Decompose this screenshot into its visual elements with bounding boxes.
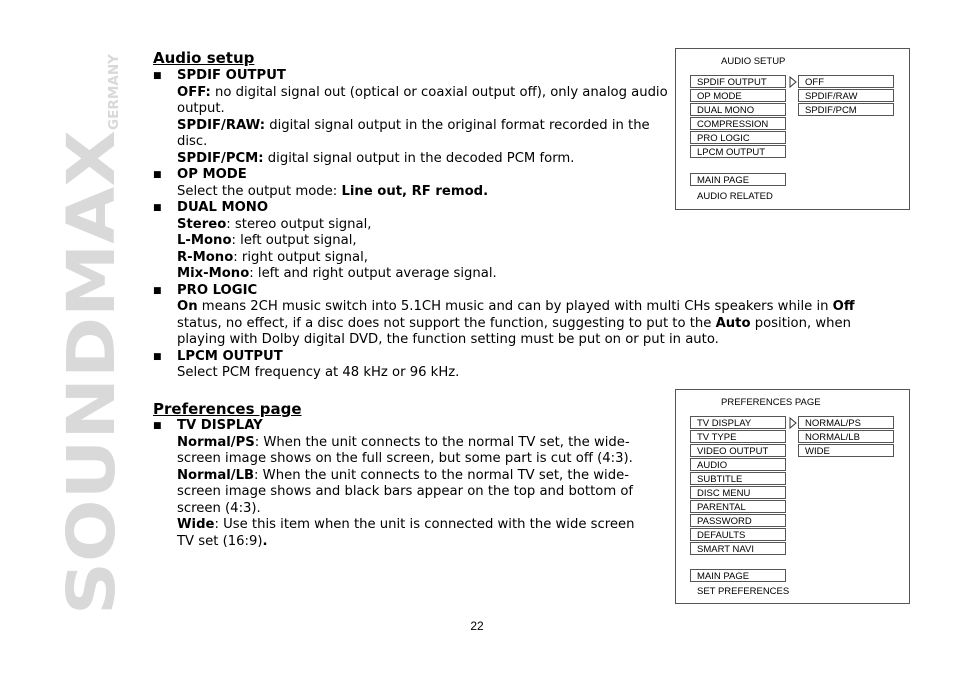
submenu-arrow-icon bbox=[789, 417, 797, 429]
audio-setup-title: Audio setup bbox=[153, 49, 255, 67]
menu-item: OP MODE bbox=[690, 89, 786, 102]
audio-setup-menu-figure bbox=[675, 48, 910, 210]
menu-title: AUDIO SETUP bbox=[721, 56, 786, 67]
preferences-menu-figure bbox=[675, 389, 910, 604]
submenu-item: WIDE bbox=[798, 444, 894, 457]
item-heading: PRO LOGIC bbox=[177, 282, 258, 298]
menu-footer: AUDIO RELATED bbox=[697, 191, 773, 202]
menu-item: DISC MENU bbox=[690, 486, 786, 499]
bullet: ■ bbox=[153, 421, 162, 431]
menu-footer: SET PREFERENCES bbox=[697, 586, 790, 597]
item-heading: DUAL MONO bbox=[177, 200, 269, 215]
item-heading: SPDIF OUTPUT bbox=[177, 68, 286, 83]
menu-item: SPDIF OUTPUT bbox=[690, 75, 786, 88]
menu-item: COMPRESSION bbox=[690, 117, 786, 130]
bullet: ■ bbox=[153, 203, 162, 213]
bullet: ■ bbox=[153, 351, 162, 362]
list-item: ■ TV DISPLAY Normal/PS: When the unit connects to the normal TV set, the wide-screen image shows on the full screen, but some part is cut off (4:3). Normal/LB: When the unit connects to the normal TV set, the wide-screen image shows and black bars appear on the top and bottom of screen (4:3). Wide: Use this item when the unit is connected with the wide screen TV set (16:9). bbox=[153, 418, 893, 550]
submenu-item: SPDIF/PCM bbox=[798, 103, 894, 116]
bullet: ■ bbox=[153, 170, 162, 180]
item-heading: LPCM OUTPUT bbox=[177, 348, 283, 364]
menu-item: TV TYPE bbox=[690, 430, 786, 443]
list-item: ■ LPCM OUTPUT Select PCM frequency at 48 kHz or 96 kHz. bbox=[153, 349, 893, 382]
menu-item: PASSWORD bbox=[690, 514, 786, 527]
list-item: ■ SPDIF OUTPUT OFF: no digital signal out (optical or coaxial output off), only analog audio output. SPDIF/RAW: digital signal output in the original format recorded in the disc. SPDIF/PCM: digital signal output in the decoded PCM form. bbox=[153, 68, 893, 167]
main-page-item: MAIN PAGE bbox=[690, 569, 786, 582]
menu-item: VIDEO OUTPUT bbox=[690, 444, 786, 457]
menu-item: TV DISPLAY bbox=[690, 416, 786, 429]
menu-item: LPCM OUTPUT bbox=[690, 145, 786, 158]
submenu-arrow-icon bbox=[789, 76, 797, 88]
item-heading: OP MODE bbox=[177, 167, 247, 182]
menu-item: PARENTAL bbox=[690, 500, 786, 513]
menu-item: SUBTITLE bbox=[690, 472, 786, 485]
menu-item: PRO LOGIC bbox=[690, 131, 786, 144]
submenu-item: NORMAL/PS bbox=[798, 416, 894, 429]
submenu-item: SPDIF/RAW bbox=[798, 89, 894, 102]
list-item: ■ PRO LOGIC On means 2CH music switch into 5.1CH music and can by played with multi CHs speakers while in Off status, no effect, if a disc does not support the function, suggesting to put to the Auto position, when playing with Dolby digital DVD, the function setting must be put on or put in auto. bbox=[153, 283, 893, 349]
brand-name: SOUNDMAX bbox=[53, 180, 130, 615]
main-page-item: MAIN PAGE bbox=[690, 173, 786, 186]
brand-sub: GERMANY bbox=[107, 57, 122, 130]
list-item: ■ OP MODE Select the output mode: Line out, RF remod. bbox=[153, 167, 893, 200]
menu-title: PREFERENCES PAGE bbox=[721, 397, 821, 408]
bullet: ■ bbox=[153, 285, 162, 296]
menu-item: DEFAULTS bbox=[690, 528, 786, 541]
brand-logo bbox=[53, 50, 130, 615]
menu-item: SMART NAVI bbox=[690, 542, 786, 555]
bullet: ■ bbox=[153, 71, 162, 81]
menu-item: DUAL MONO bbox=[690, 103, 786, 116]
item-heading: TV DISPLAY bbox=[177, 418, 263, 433]
submenu-item: OFF bbox=[798, 75, 894, 88]
preferences-title: Preferences page bbox=[153, 400, 302, 418]
submenu-item: NORMAL/LB bbox=[798, 430, 894, 443]
page-number: 22 bbox=[470, 619, 484, 633]
list-item: ■ DUAL MONO Stereo: stereo output signal, L-Mono: left output signal, R-Mono: right output signal, Mix-Mono: left and right output average signal. bbox=[153, 200, 893, 283]
menu-item: AUDIO bbox=[690, 458, 786, 471]
